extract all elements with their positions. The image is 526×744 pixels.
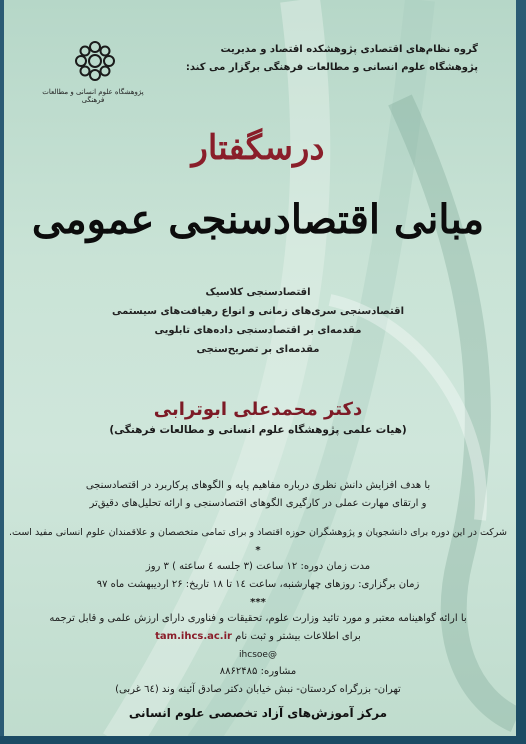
organizer-line-2: پژوهشگاه علوم انسانی و مطالعات فرهنگی برگزار می کند:: [185, 62, 478, 73]
topic-item: اقتصادسنجی سری‌های زمانی و انواع رهیافت‌های سیستمی: [111, 306, 404, 317]
right-border: [516, 0, 526, 744]
registration-line: [0, 631, 516, 642]
topic-item: مقدمه‌ای بر اقتصادسنجی داده‌های تابلویی: [154, 325, 362, 336]
bottom-border: [0, 736, 526, 744]
footer-center-name: مرکز آموزش‌های آزاد تخصصی علوم انسانی: [128, 706, 388, 720]
separator-stars: ***: [250, 597, 266, 608]
organizer-line-1: گروه نظام‌های اقتصادی پژوهشکده اقتصاد و مدیریت: [220, 44, 478, 55]
consult-phone: مشاوره: ۸۸۶۲۴۸۵: [219, 666, 297, 677]
event-type-heading: درسگفتار: [191, 128, 325, 168]
registration-prefix: برای اطلاعات بیشتر و ثبت نام: [235, 631, 361, 642]
certificate-text: با ارائه گواهینامه معتبر و مورد تائید وزارت علوم، تحقیقات و فناوری دارای ارزش علمی و قابل ترجمه: [49, 613, 467, 624]
address-text: تهران- بزرگراه کردستان- نبش خیابان دکتر صادق آئینه وند (٦٤ غربی): [115, 684, 401, 695]
lecturer-affiliation: (هیات علمی پژوهشگاه علوم انسانی و مطالعات فرهنگی): [109, 424, 407, 436]
social-handle: @ihcsoe: [239, 650, 277, 660]
institute-logo-icon: [72, 38, 118, 84]
course-schedule: زمان برگزاری: روزهای چهارشنبه، ساعت ١٤ تا ١٨ تاریخ: ۲۶ اردیبهشت ماه ۹۷: [96, 579, 420, 590]
lecturer-name: دکتر محمدعلی ابوترابی: [153, 399, 363, 420]
topic-item: اقتصادسنجی کلاسیک: [205, 287, 311, 298]
goal-line-1: با هدف افزایش دانش نظری درباره مفاهیم پایه و الگوهای پرکاربرد در اقتصادسنجی: [85, 480, 431, 491]
goal-line-2: و ارتقای مهارت عملی در کارگیری الگوهای اقتصادسنجی و ارائه تحلیل‌های دقیق‌تر: [89, 498, 427, 509]
course-title: مبانی اقتصادسنجی عمومی: [31, 196, 485, 243]
logo-caption: پژوهشگاه علوم انسانی و مطالعات فرهنگی: [42, 88, 144, 104]
course-duration: مدت زمان دوره: ۱۲ ساعت (۳ جلسه ٤ ساعته ) ۳ روز: [145, 561, 371, 572]
topic-item: مقدمه‌ای بر تصریح‌سنجی: [196, 344, 320, 355]
audience-text: شرکت در این دوره برای دانشجویان و پژوهشگران حوزه اقتصاد و برای تمامی متخصصان و علاقمندان علوم انسانی مفید است.: [8, 527, 508, 538]
separator-star: *: [255, 545, 261, 556]
website-link[interactable]: tam.ihcs.ac.ir: [155, 631, 232, 642]
